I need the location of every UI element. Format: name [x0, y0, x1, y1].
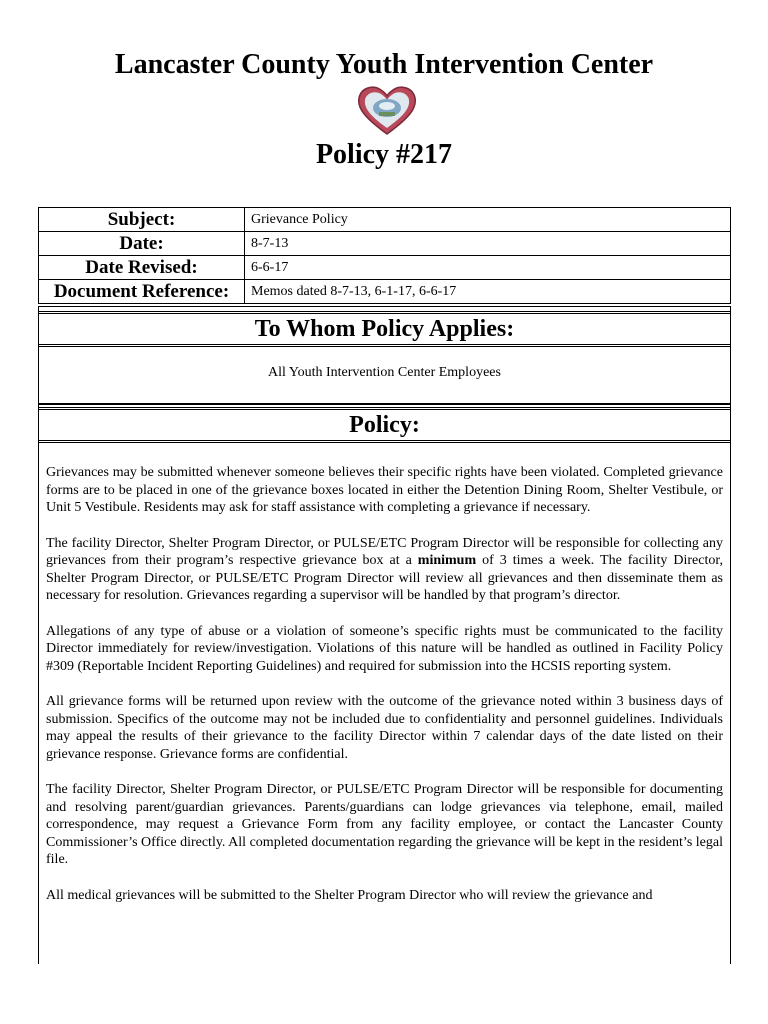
- policy-paragraph: Grievances may be submitted whenever someone believes their specific rights have been violated. Completed grievance forms are to be placed in one of the grievance boxes located in either the Detention Dining Room, Shelter Vestibule, or Unit 5 Vestibule. Residents may ask for staff assistance with completing a grievance if necessary.: [46, 465, 723, 515]
- applies-text: All Youth Intervention Center Employees: [268, 365, 501, 380]
- policy-number: Policy #217: [315, 139, 453, 170]
- meta-row-subject: [39, 208, 731, 232]
- meta-value: 6-6-17: [245, 256, 731, 280]
- meta-row-document-reference: [39, 280, 731, 304]
- policy-paragraph: All grievance forms will be returned upon review with the outcome of the grievance noted within 3 business days of submission. Specifics of the outcome may not be included due to confidentiality and personnel guidelines. Individuals may appeal the results of their grievance to the facility Director within 7 calendar days of the date listed on their grievance response. Grievance forms are confidential.: [46, 694, 723, 762]
- policy-body: [46, 464, 723, 922]
- applies-heading: To Whom Policy Applies:: [39, 311, 730, 347]
- policy-paragraph: Allegations of any type of abuse or a violation of someone’s specific rights must be communicated to the facility Director immediately for review/investigation. Violations of this nature will be handled as outlined in Facility Policy #309 (Reportable Incident Reporting Guidelines) and required for submission into the HCSIS reporting system.: [46, 623, 723, 674]
- policy-paragraph: All medical grievances will be submitted to the Shelter Program Director who will review the grievance and: [46, 887, 653, 903]
- document-title: Lancaster County Youth Intervention Center: [114, 49, 654, 80]
- meta-label: Date:: [39, 232, 245, 256]
- text-run: of 3 times a week. The facility Director, Shelter Program Director, or PULSE/ETC Program Director will review all grievances and then disseminate them as necessary for resolution. Grievances regarding a supervisor will be handled by that program’s director.: [46, 553, 723, 603]
- emphasis-text: minimum: [417, 553, 477, 568]
- policy-meta-table: [38, 207, 731, 304]
- policy-paragraph: The facility Director, Shelter Program Director, or PULSE/ETC Program Director will be responsible for documenting and resolving parent/guardian grievances. Parents/guardians can lodge grievances via telephone, email, mailed correspondence, may request a Grievance Form from any facility employee, or contact the Lancaster County Commissioner’s Office directly. All completed documentation regarding the grievance will be kept in the resident’s legal file.: [46, 782, 723, 867]
- heart-badge-icon: [355, 84, 419, 136]
- policy-paragraph: [46, 535, 723, 605]
- applies-section: [38, 306, 731, 404]
- meta-value: Grievance Policy: [245, 208, 731, 232]
- meta-label: Subject:: [39, 208, 245, 232]
- meta-row-date: [39, 232, 731, 256]
- meta-value: Memos dated 8-7-13, 6-1-17, 6-6-17: [245, 280, 731, 304]
- text-run: The facility Director, Shelter Program Director, or PULSE/ETC Program Director will be responsible for collecting any grievances from their program’s respective grievance box at a: [46, 535, 723, 568]
- meta-label: Date Revised:: [39, 256, 245, 280]
- meta-row-date-revised: [39, 256, 731, 280]
- policy-heading: Policy:: [39, 407, 730, 443]
- meta-value: 8-7-13: [245, 232, 731, 256]
- meta-label: Document Reference:: [39, 280, 245, 304]
